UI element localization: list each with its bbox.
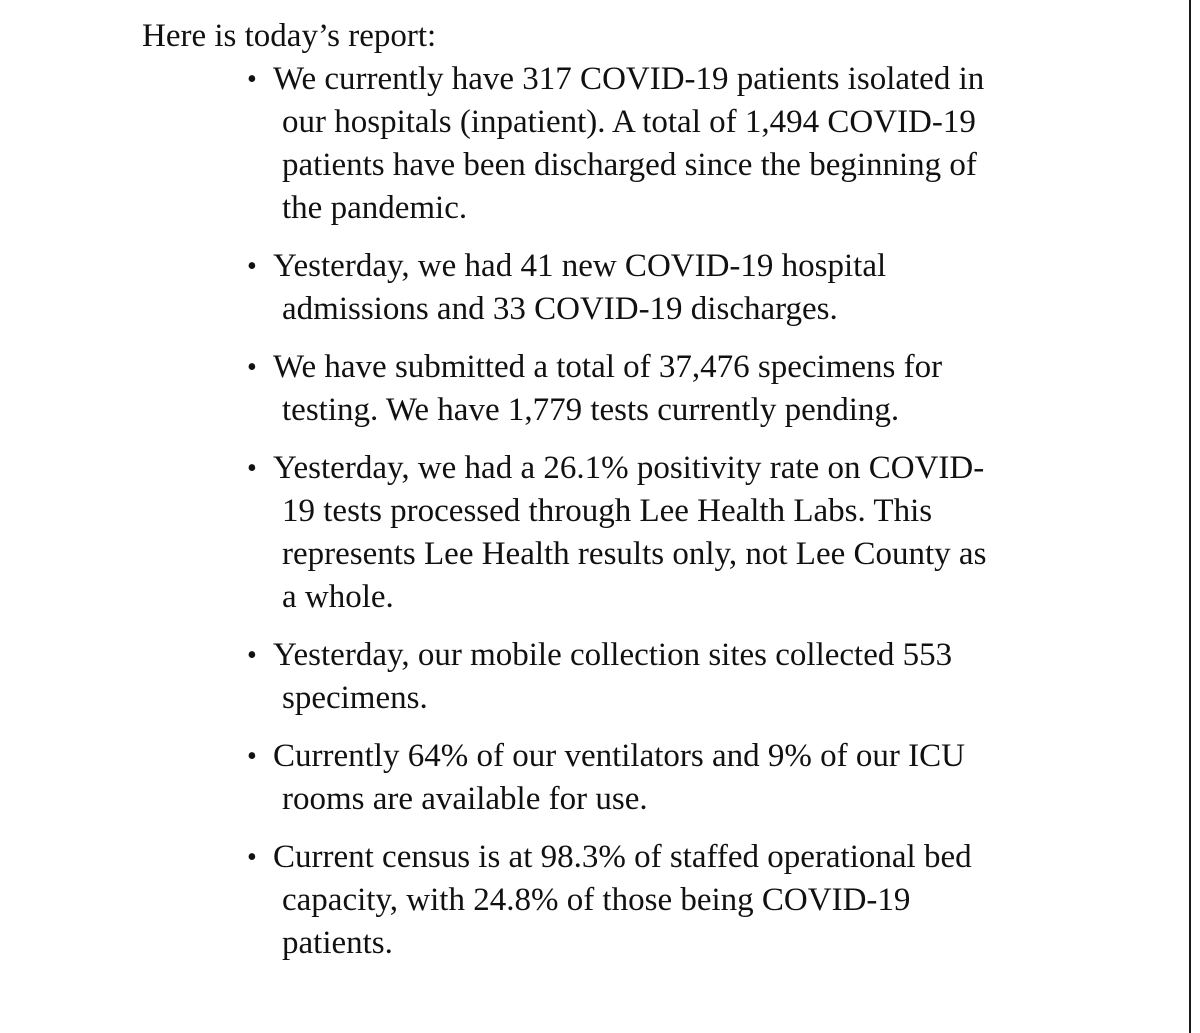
bullet-line: patients.: [282, 925, 393, 961]
bullet-dot-icon: •: [247, 741, 257, 772]
bullet-specimens: [244, 346, 1044, 432]
page-edge-divider: [1189, 0, 1191, 1033]
bullet-line: specimens.: [282, 680, 428, 716]
bullet-positivity: [244, 447, 1044, 619]
bullet-inpatients: [244, 58, 1044, 230]
bullet-line: admissions and 33 COVID-19 discharges.: [282, 291, 838, 327]
bullet-line: the pandemic.: [282, 190, 468, 226]
bullet-dot-icon: •: [247, 64, 257, 95]
bullet-line: represents Lee Health results only, not Lee County as: [282, 536, 987, 572]
bullet-line: rooms are available for use.: [282, 781, 648, 817]
report-intro: Here is today’s report:: [142, 18, 437, 54]
bullet-line: our hospitals (inpatient). A total of 1,494 COVID-19: [282, 104, 976, 140]
bullet-line: We currently have 317 COVID-19 patients isolated in: [273, 61, 985, 97]
bullet-dot-icon: •: [247, 251, 257, 282]
bullet-dot-icon: •: [247, 453, 257, 484]
bullet-line: Currently 64% of our ventilators and 9% of our ICU: [273, 738, 965, 774]
bullet-dot-icon: •: [247, 352, 257, 383]
bullet-line: 19 tests processed through Lee Health Labs. This: [282, 493, 933, 529]
bullet-census: [244, 836, 1044, 965]
bullet-dot-icon: •: [247, 842, 257, 873]
bullet-admissions: [244, 245, 1044, 331]
bullet-line: Yesterday, our mobile collection sites collected 553: [273, 637, 953, 673]
bullet-line: a whole.: [282, 579, 394, 615]
bullet-line: testing. We have 1,779 tests currently pending.: [282, 392, 900, 428]
bullet-line: capacity, with 24.8% of those being COVID-19: [282, 882, 911, 918]
bullet-mobile-collection: [244, 634, 1044, 720]
bullet-line: patients have been discharged since the beginning of: [282, 147, 977, 183]
bullet-ventilators-icu: [244, 735, 1044, 821]
bullet-line: We have submitted a total of 37,476 specimens for: [273, 349, 943, 385]
report-bullet-list: [244, 58, 1044, 980]
bullet-line: Yesterday, we had a 26.1% positivity rate on COVID-: [273, 450, 985, 486]
bullet-dot-icon: •: [247, 640, 257, 671]
bullet-line: Yesterday, we had 41 new COVID-19 hospital: [273, 248, 887, 284]
bullet-line: Current census is at 98.3% of staffed operational bed: [273, 839, 972, 875]
